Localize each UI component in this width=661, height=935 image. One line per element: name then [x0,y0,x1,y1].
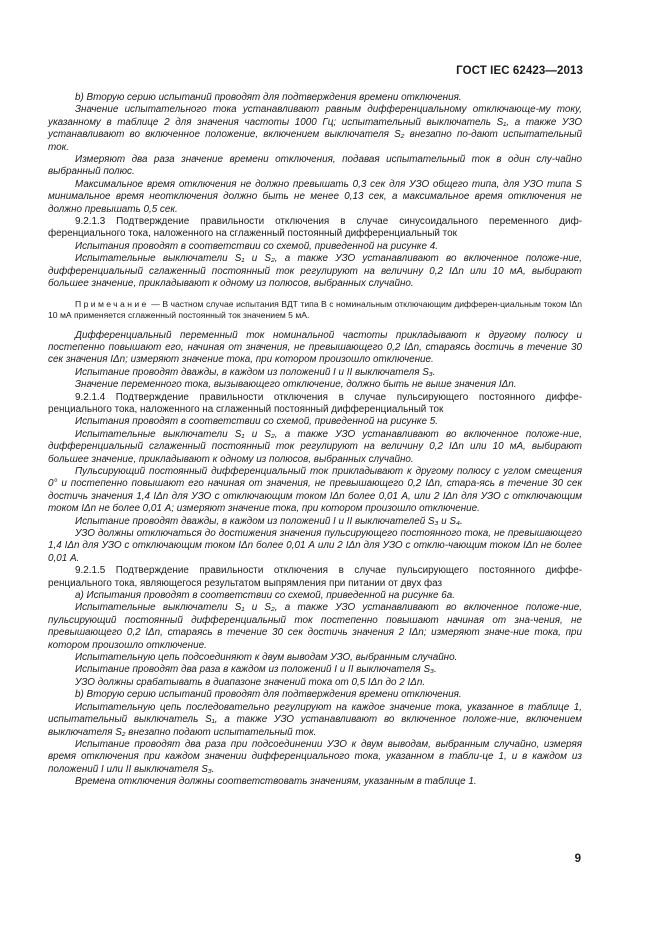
paragraph: Пульсирующий постоянный дифференциальный ток прикладывают к другому полюсу с углом смещения 0° и постепенно повышают его начиная от значения, не превышающего 0,2 IΔn, стара-ясь в течение 30 сек достичь значения 1,4 IΔn для УЗО с отключающим током IΔn более 0,01 А, или 2 IΔn для УЗО с отключающим током IΔn не более 0,01 А; измеряют значение тока, при котором произошло отключение. [48,465,582,515]
paragraph: Испытание проводят два раза при подсоединении УЗО к двум выводам, выбранным случайно, измеряя время отключения при каждом значении дифференциального тока, указанном в табли-це 1, и в каждом из положений I или II выключателя S₃. [48,738,582,775]
section-heading-9-2-1-3: 9.2.1.3 Подтверждение правильности отключения в случае синусоидального переменного диф-ференциального тока, наложенного на сглаженный постоянный дифференциальный ток [48,216,582,240]
paragraph: УЗО должны срабатывать в диапазоне значений тока от 0,5 IΔn до 2 IΔn. [75,676,426,688]
paragraph: Испытание проводят дважды, в каждом из положений I и II выключателя S₃. [75,366,436,378]
paragraph: Испытательные выключатели S₁ и S₂, а также УЗО устанавливают во включенное положе-ние, дифференциальный сглаженный постоянный ток регулируют на величину 0,2 IΔn или 10 мА, выбирают большее значение, прикладывают к одному из полюсов, выбранных случайно. [48,253,582,290]
document-body [48,92,582,789]
paragraph: Значение переменного тока, вызывающего отключение, должно быть не выше значения IΔn. [75,379,517,391]
note-text: — В частном случае испытания ВДТ типа В с номинальным отключающим дифферен-циальным током IΔn 10 мА применяется сглаженный постоянный ток значением 5 мА. [48,298,582,320]
paragraph: а) Испытания проводят в соответствии со схемой, приведенной на рисунке 6а. [75,590,455,602]
paragraph: b) Вторую серию испытаний проводят для подтверждения времени отключения. [75,92,462,103]
paragraph: УЗО должны отключаться до достижения значения пульсирующего постоянного тока, не превышающего 1,4 IΔn для УЗО с отключающим током IΔn более 0,01 А или 2 IΔn для УЗО с отклю-чающим током IΔn не более 0,01 А. [48,528,582,564]
paragraph: Испытательные выключатели S₁ и S₂, а также УЗО устанавливают во включенное положе-ние, дифференциальный сглаженный постоянный ток регулируют на величину 0,2 IΔn или 10 мА, выбирают большее значение, прикладывают к одному из полюсов, выбранных случайно. [48,428,582,465]
note-label: Примечание [75,298,149,309]
paragraph: Максимальное время отключения не должно превышать 0,3 сек для УЗО общего типа, для УЗО типа S минимальное время неотключения должно быть не менее 0,13 сек, а максимальное время отключения не должно превышать 0,5 сек. [48,178,582,215]
paragraph: Испытание проводят два раза в каждом из положений I и II выключателя S₃. [75,664,437,676]
paragraph: Испытательные выключатели S₁ и S₂, а также УЗО устанавливают во включенное положе-ние, пульсирующий постоянный дифференциальный ток постепенно повышают начиная от зна-чения, не превышающего 0,2 IΔn, стараясь в течение 30 сек достичь значения 2 IΔn; измеряют значе-ние тока, при котором произошло отключение. [48,602,582,651]
section-heading-9-2-1-4: 9.2.1.4 Подтверждение правильности отключения в случае пульсирующего постоянного диффе-ренциального тока, наложенного на сглаженный постоянный дифференциальный ток [48,391,582,415]
paragraph: b) Вторую серию испытаний проводят для подтверждения времени отключения. [75,689,462,701]
paragraph: Испытания проводят в соответствии со схемой, приведенной на рисунке 5. [75,416,438,428]
paragraph: Испытание проводят дважды, в каждом из положений I и II выключателей S₃ и S₄. [75,515,463,527]
paragraph: Времена отключения должны соответствовать значениям, указанным в таблице 1. [75,776,477,788]
paragraph: Значение испытательного тока устанавливают равным дифференциальному отключающе-му току, указанному в таблице 2 для значения частоты 1000 Гц; испытательный выключатель S₁, а также УЗО устанавливают во включенное положение, включением выключателя S₂ внезапно по-дают испытательный ток. [48,104,582,153]
paragraph: Испытательную цепь последовательно регулируют на каждое значение тока, указанное в таблице 1, испытательный выключатель S₁, а также УЗО устанавливают во включенное положе-ние, включением выключателя S₂ внезапно подают испытательный ток. [48,701,582,738]
paragraph: Дифференциальный переменный ток номинальной частоты прикладывают к другому полюсу и постепенно повышают его, начиная от значения, не превышающего 0,2 IΔn, стараясь достичь в течение 30 сек значения IΔn; измеряют значение тока, при котором произошло отключение. [48,329,582,366]
note [48,299,582,321]
page-number: 9 [574,853,581,865]
standard-header: ГОСТ IEC 62423—2013 [456,65,583,77]
paragraph: Измеряют два раза значение времени отключения, подавая испытательный ток в один слу-чайно выбранный полюс. [48,154,582,178]
paragraph: Испытания проводят в соответствии со схемой, приведенной на рисунке 4. [75,240,438,252]
section-heading-9-2-1-5: 9.2.1.5 Подтверждение правильности отключения в случае пульсирующего постоянного диффе-ренциального тока, являющегося результатом выпрямления при питании от двух фаз [48,565,582,589]
paragraph: Испытательную цепь подсоединяют к двум выводам УЗО, выбранным случайно. [75,652,458,664]
